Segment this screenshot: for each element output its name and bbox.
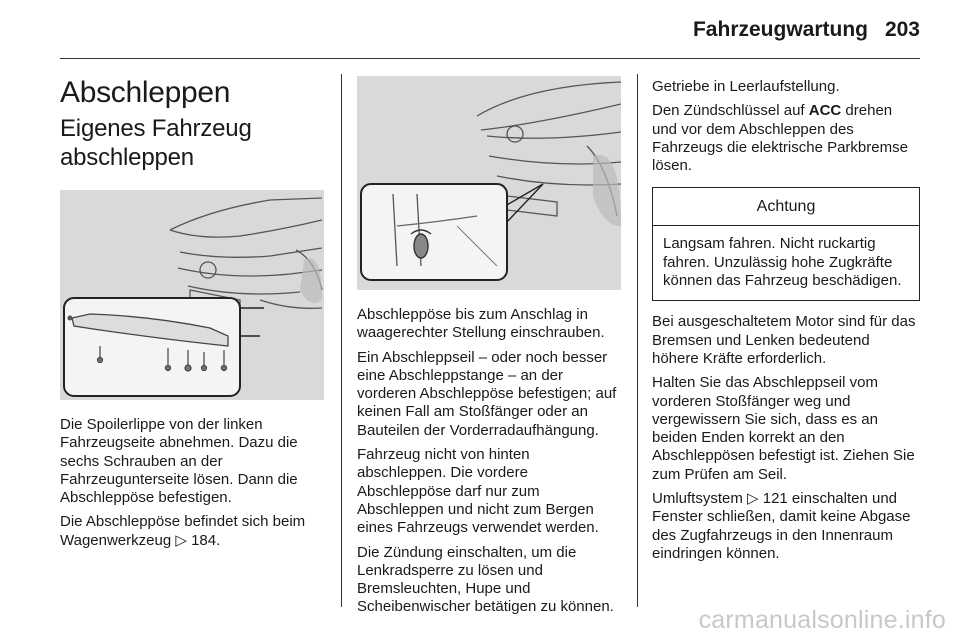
watermark: carmanualsonline.info	[698, 606, 946, 634]
page-header	[0, 0, 960, 62]
paragraph: Die Abschleppöse befindet sich beim Wagenwerkzeug ▷ 184.	[60, 513, 306, 549]
column-middle	[357, 70, 621, 623]
paragraph: Bei ausgeschaltetem Motor sind für das Bremsen und Lenken bedeutend höhere Kräfte erforderlich.	[652, 313, 916, 367]
arrow-reference-icon: ▷	[175, 531, 187, 549]
column-left	[60, 70, 324, 556]
paragraph: Abschleppöse bis zum Anschlag in waagerechter Stellung einschrauben.	[357, 306, 605, 342]
warning-title: Achtung	[653, 188, 919, 226]
paragraph: Den Zündschlüssel auf ACC drehen und vor dem Abschleppen des Fahrzeugs die elektrische Parkbremse lösen.	[652, 102, 908, 175]
tow-eye-illustration	[357, 76, 621, 290]
page-number: 203	[884, 18, 920, 41]
paragraph: Fahrzeug nicht von hinten abschleppen. Die vordere Abschleppöse darf nur zum Abschleppen und nicht zum Bergen eines Fahrzeugs verwendet werden.	[357, 446, 599, 537]
acc-key-position: ACC	[808, 102, 842, 120]
paragraph: Halten Sie das Abschleppseil vom vorderen Stoßfänger weg und vergewissern Sie sich, dass es an beiden Enden korrekt an den Abschleppösen befestigt ist. Ziehen Sie zum Prüfen am Seil.	[652, 374, 915, 483]
paragraph: Die Zündung einschalten, um die Lenkradsperre zu lösen und Bremsleuchten, Hupe und Scheibenwischer betätigen zu können.	[357, 543, 614, 616]
car-tow-eye-drawing	[357, 76, 621, 290]
paragraph: Umluftsystem ▷ 121 einschalten und Fenster schließen, damit keine Abgase des Zugfahrzeugs in den Innenraum eindringen können.	[652, 490, 911, 562]
section-title: Abschleppen	[60, 76, 231, 109]
column-divider	[341, 74, 342, 607]
column-right	[652, 70, 920, 569]
car-front-spoiler-drawing	[60, 190, 324, 400]
header-rule	[60, 58, 920, 59]
warning-box	[652, 187, 920, 301]
chapter-title: Fahrzeugwartung	[692, 18, 868, 41]
spoiler-lip-illustration	[60, 190, 324, 400]
warning-text: Langsam fahren. Nicht ruckartig fahren. Unzulässig hohe Zugkräfte können das Fahrzeug beschädigen.	[663, 235, 902, 290]
paragraph: Getriebe in Leerlaufstellung.	[652, 78, 840, 95]
paragraph: Die Spoilerlippe von der linken Fahrzeugseite abnehmen. Dazu die sechs Schrauben an der Fahrzeugunterseite lösen. Dann die Abschleppöse befestigen.	[60, 416, 298, 507]
subsection-title: Eigenes Fahrzeug abschleppen	[60, 115, 252, 171]
column-divider	[637, 74, 638, 607]
arrow-reference-icon: ▷	[747, 490, 759, 508]
paragraph: Ein Abschleppseil – oder noch besser eine Abschleppstange – an der vorderen Abschleppöse befestigen; auf keinen Fall am Stoßfänger oder an Bauteilen der Vorderradaufhängung.	[357, 348, 617, 439]
